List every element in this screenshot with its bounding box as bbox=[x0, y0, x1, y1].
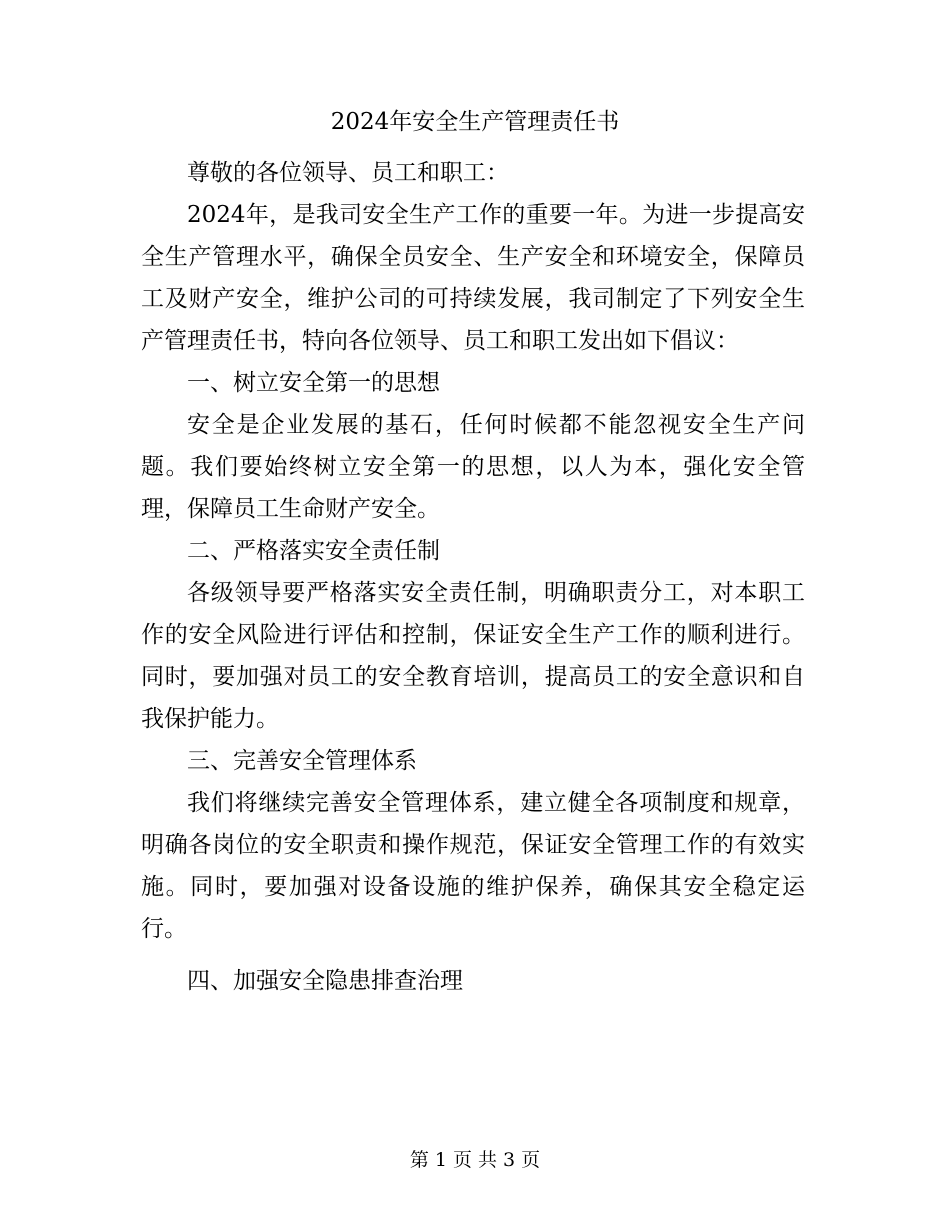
document-title: 2024年安全生产管理责任书 bbox=[330, 109, 620, 135]
section-paragraph-3: 我们将继续完善安全管理体系，建立健全各项制度和规章，明确各岗位的安全职责和操作规范，保证安全管理工作的有效实施。同时，要加强对设备设施的维护保养，确保其安全稳定运行。 bbox=[141, 790, 805, 942]
section-heading-3: 三、完善安全管理体系 bbox=[187, 748, 417, 774]
section-paragraph-2: 各级领导要严格落实安全责任制，明确职责分工，对本职工作的安全风险进行评估和控制，保证安全生产工作的顺利进行。同时，要加强对员工的安全教育培训，提高员工的安全意识和自我保护能力。 bbox=[141, 580, 805, 732]
page-footer: 第 1 页 共 3 页 bbox=[409, 1149, 541, 1171]
salutation: 尊敬的各位领导、员工和职工： bbox=[187, 160, 509, 186]
section-paragraph-1: 安全是企业发展的基石，任何时候都不能忽视安全生产问题。我们要始终树立安全第一的思想，以人为本，强化安全管理，保障员工生命财产安全。 bbox=[141, 412, 805, 522]
section-heading-2: 二、严格落实安全责任制 bbox=[187, 538, 440, 564]
intro-paragraph: 2024年，是我司安全生产工作的重要一年。为进一步提高安全生产管理水平，确保全员安全、生产安全和环境安全，保障员工及财产安全，维护公司的可持续发展，我司制定了下列安全生产管理责任书，特向各位领导、员工和职工发出如下倡议： bbox=[141, 202, 805, 354]
section-heading-4: 四、加强安全隐患排查治理 bbox=[187, 968, 463, 994]
document-body bbox=[141, 152, 805, 1002]
section-heading-1: 一、树立安全第一的思想 bbox=[187, 370, 440, 396]
